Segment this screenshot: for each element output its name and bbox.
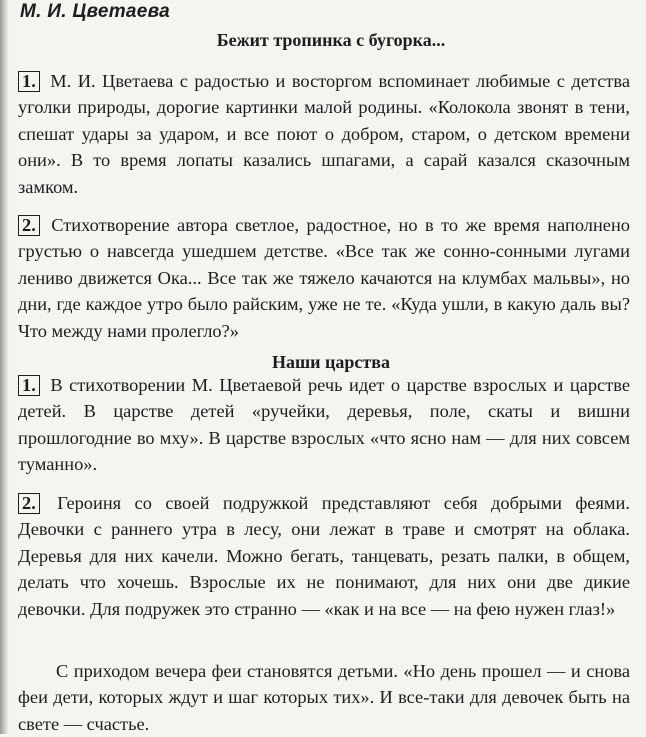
paragraph-text: Героиня со своей подружкой представляют себя добрыми феями. Девочки с раннего утра в лесу, они лежат в траве и смотрят на облака. Деревья для них качели. Можно бегать, танцевать, резать палки, в общем, делать что хочешь. Взрослые их не понимают, для них они две дикие девочки. Для подружек это странно — «как и на все — на фею нужен глаз!» <box>18 493 630 619</box>
paragraph <box>18 372 630 478</box>
paragraph <box>18 212 630 344</box>
item-number-badge: 2. <box>18 493 40 514</box>
paragraph <box>18 68 630 200</box>
closing-paragraph: С приходом вечера феи становятся детьми. «Но день прошел — и снова феи дети, которых ждут и шаг которых тих». И все-таки для девочек быть на свете — счастье. <box>18 661 630 734</box>
item-number-badge: 1. <box>18 375 40 396</box>
paragraph-text: В стихотворении М. Цветаевой речь идет о царстве взрослых и царстве детей. В царстве детей «ручейки, деревья, поле, скаты и вишни прошлогодние во мху». В царстве взрослых «что ясно нам — для них совсем туманно». <box>18 375 630 475</box>
item-number-badge: 1. <box>18 71 40 92</box>
paragraph-text: Стихотворение автора светлое, радостное, но в то же время наполнено грустью о навсегда ушедшем детстве. «Все так же сонно-сонными лугами лениво движется Ока... Все так же тяжело качаются на клумбах мальвы», но дни, где каждое утро было райским, уже не те. «Куда ушли, в какую даль вы? Что между нами пролегло?» <box>18 215 630 341</box>
item-number-badge: 2. <box>18 215 40 236</box>
paragraph-text: М. И. Цветаева с радостью и восторгом вспоминает любимые с детства уголки природы, дорогие картинки малой родины. «Колокола звонят в тени, спешат удары за ударом, и все поют о добром, старом, о детском времени они». В то время лопаты казались шпагами, а сарай казался сказочным замком. <box>18 71 630 197</box>
section-title-bezhit-tropinka: Бежит тропинка с бугорка... <box>216 30 446 50</box>
section-title-nashi-tsarstva: Наши царства <box>271 352 390 372</box>
author-heading: М. И. Цветаева <box>20 1 171 22</box>
paragraph <box>18 490 630 622</box>
